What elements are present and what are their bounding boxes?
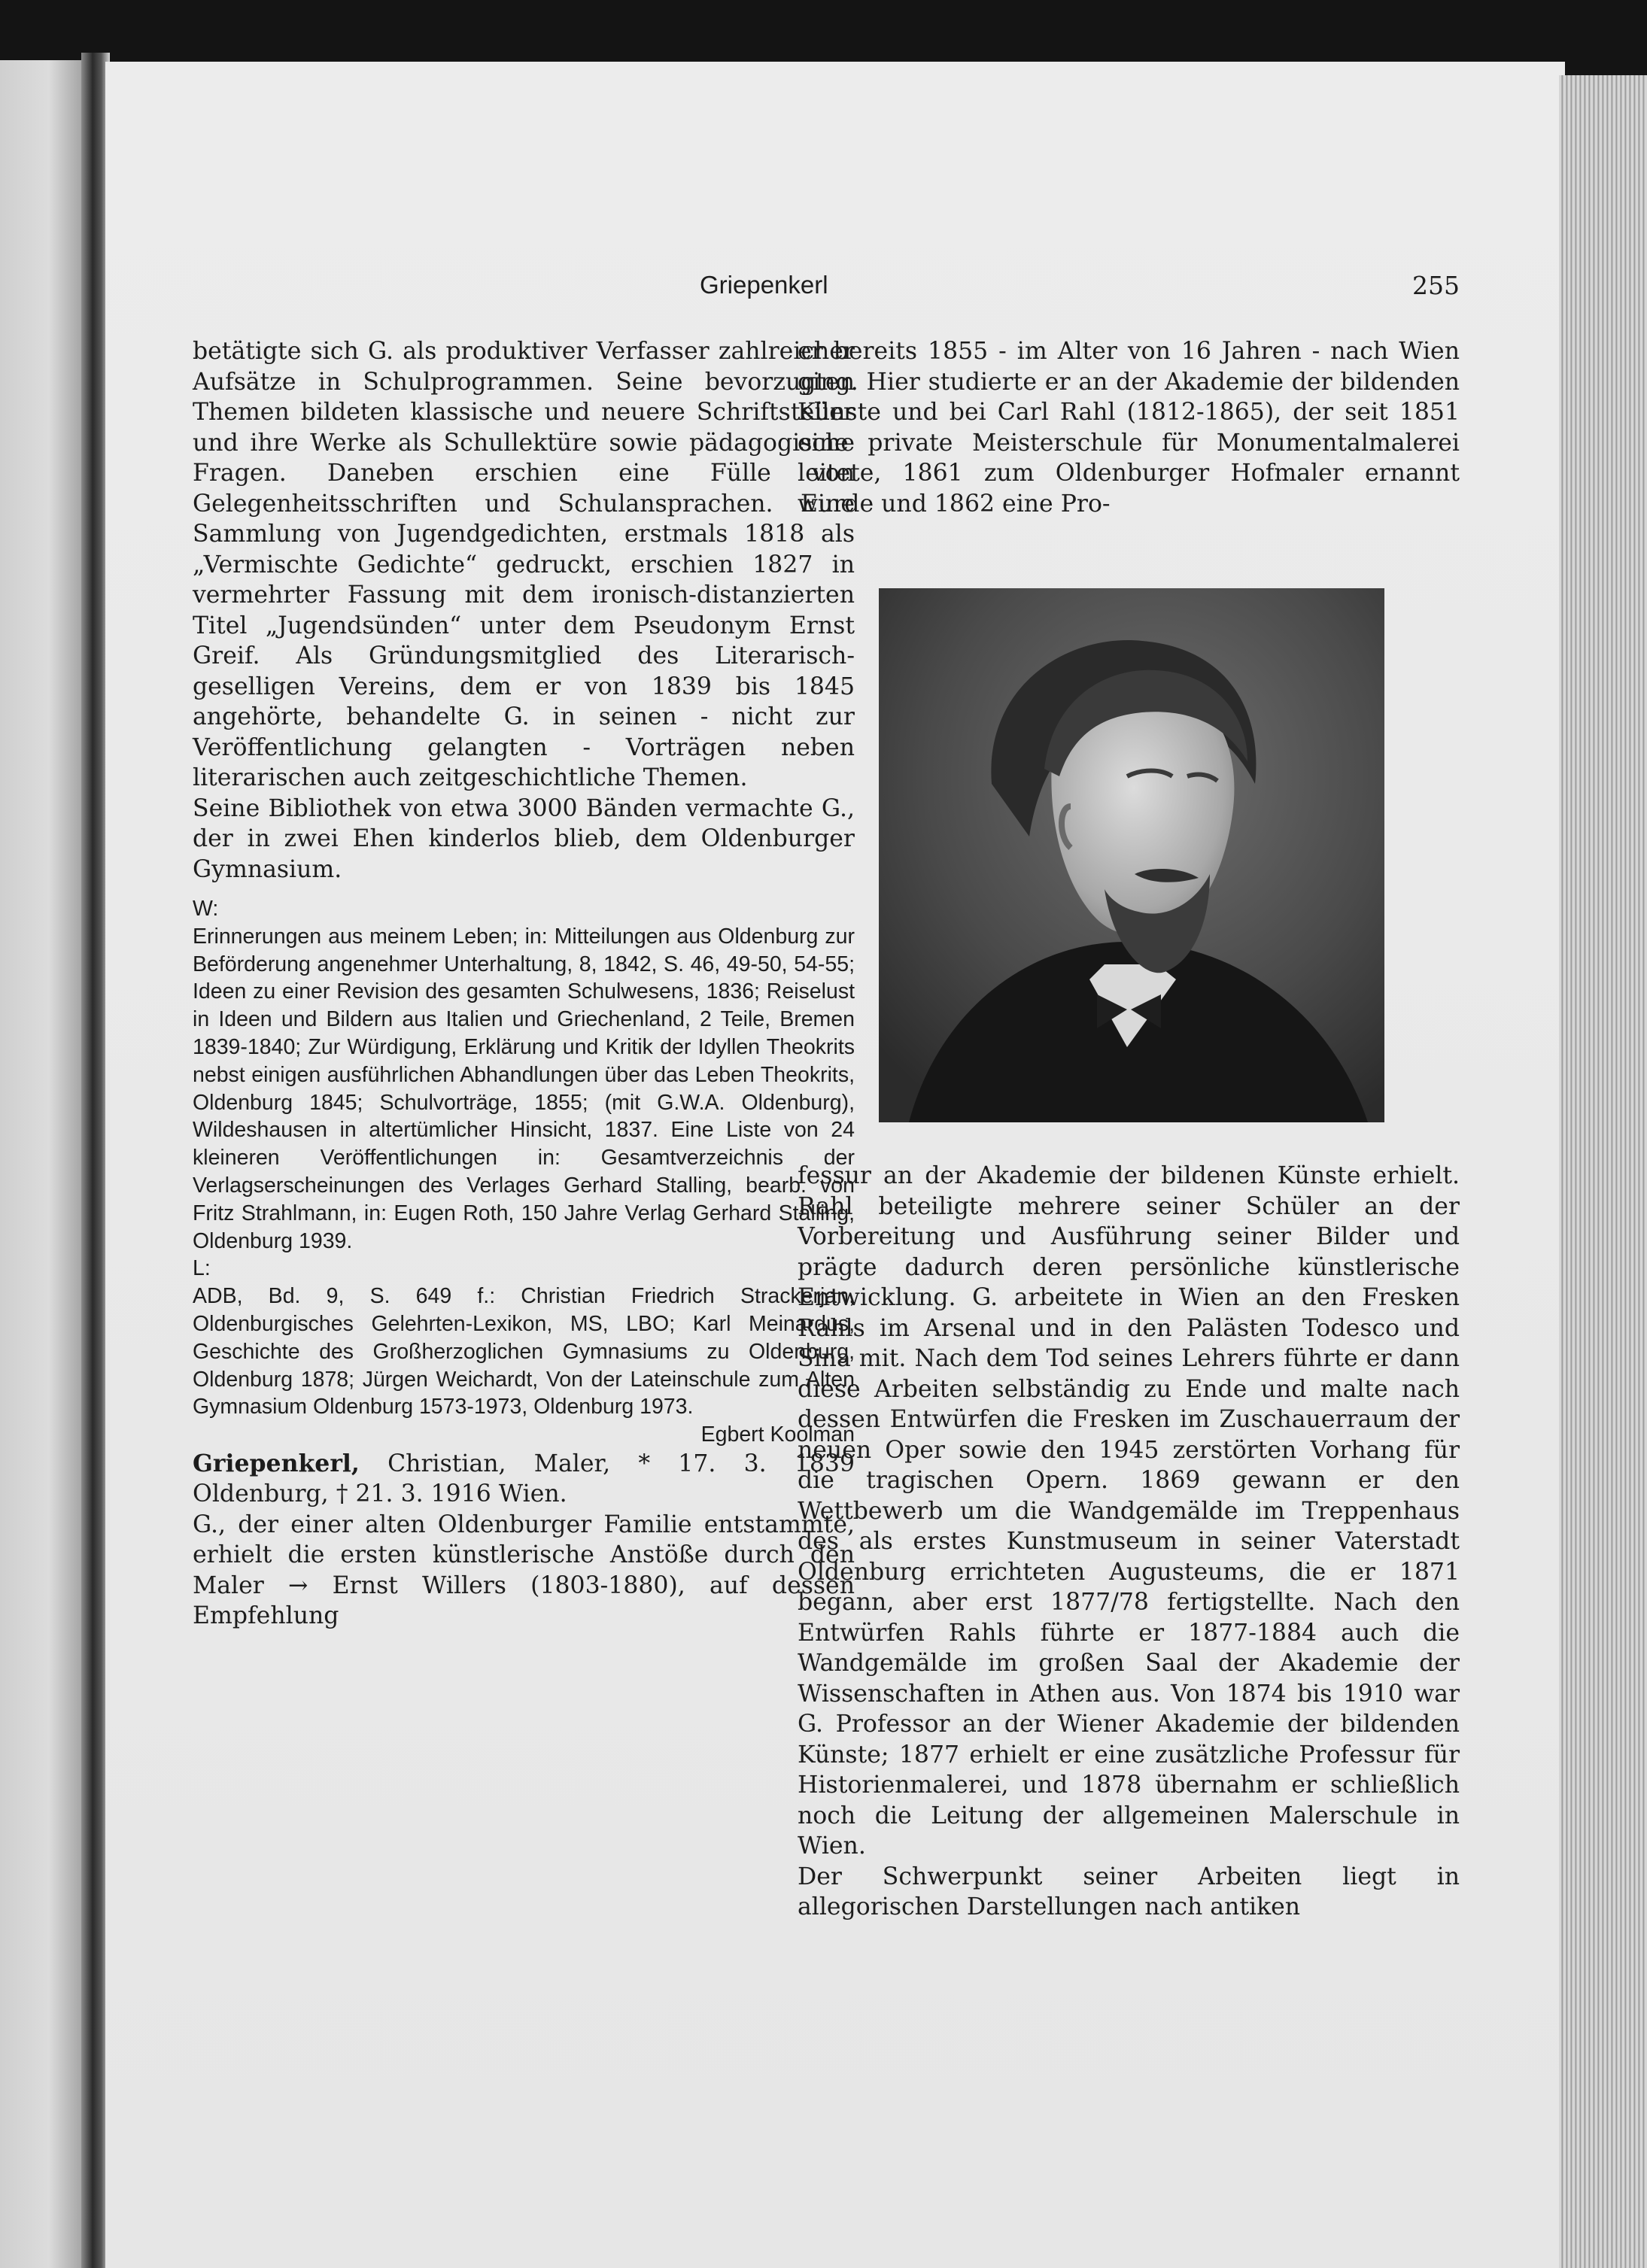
- page-header: [105, 271, 1565, 316]
- entry-name: Griepenkerl,: [193, 1449, 360, 1477]
- biography-paragraph: Seine Bibliothek von etwa 3000 Bänden vermachte G., der in zwei Ehen kinderlos blieb, dem Oldenburger Gymnasium.: [193, 794, 855, 883]
- literature-label: L:: [193, 1256, 211, 1281]
- right-column: [798, 1161, 1460, 1923]
- portrait-photo: [879, 588, 1384, 1122]
- works-list: Erinnerungen aus meinem Leben; in: Mitteilungen aus Oldenburg zur Beförderung angenehmer Unterhaltung, 8, 1842, S. 46, 49-50, 54-55; Ideen zu einer Revision des gesamten Schulwesens, 1836; Reiselust in Ideen und Bildern aus Italien und Griechenland, 2 Teile, Bremen 1839-1840; Zur Würdigung, Erklärung und Kritik der Idyllen Theokrits nebst einigen ausführlichen Abhandlungen über das Leben Theokrits, Oldenburg 1845; Schulvorträge, 1855; (mit G.W.A. Oldenburg), Wildeshausen in altertümlicher Hinsicht, 1837. Eine Liste von 24 kleineren Veröffentlichungen in: Gesamtverzeichnis der Verlagserscheinungen des Verlages Gerhard Stalling, bearb. von Fritz Strahlmann, in: Eugen Roth, 150 Jahre Verlag Gerhard Stalling, Oldenburg 1939.: [193, 924, 855, 1253]
- entry-paragraph: G., der einer alten Oldenburger Familie entstammte, erhielt die ersten künstlerische Anstöße durch den Maler → Ernst Willers (1803-1880), auf dessen Empfehlung: [193, 1510, 855, 1630]
- running-title: Griepenkerl: [700, 271, 828, 299]
- works-label: W:: [193, 897, 219, 921]
- left-column: [193, 336, 855, 1632]
- literature-list: ADB, Bd. 9, S. 649 f.: Christian Friedrich Strackerjan, Oldenburgisches Gelehrten-Lexikon, MS, LBO; Karl Meinardus, Geschichte des Großherzoglichen Gymnasiums zu Oldenburg, Oldenburg 1878; Jürgen Weichardt, Von der Lateinschule zum Alten Gymnasium Oldenburg 1573-1973, Oldenburg 1973.: [193, 1284, 855, 1419]
- entry-paragraph-continued: er bereits 1855 - im Alter von 16 Jahren - nach Wien ging. Hier studierte er an der Akademie der bildenden Künste und bei Carl Rahl (1812-1865), der seit 1851 eine private Meisterschule für Monumentalmalerei leitete, 1861 zum Oldenburger Hofmaler ernannt wurde und 1862 eine Pro-: [798, 338, 1460, 518]
- biography-paragraph: Der Schwerpunkt seiner Arbeiten liegt in allegorischen Darstellungen nach antiken: [798, 1863, 1460, 1920]
- biography-paragraph: betätigte sich G. als produktiver Verfasser zahlreicher Aufsätze in Schulprogrammen. Seine bevorzugten Themen bildeten klassische und neuere Schriftsteller und ihre Werke als Schullektüre sowie pädagogische Fragen. Daneben erschien eine Fülle von Gelegenheitsschriften und Schulansprachen. Eine Sammlung von Jugendgedichten, erstmals 1818 als „Vermischte Gedichte“ gedruckt, erschien 1827 in vermehrter Fassung mit dem ironisch-distanzierten Titel „Jugendsünden“ unter dem Pseudonym Ernst Greif. Als Gründungsmitglied des Literarisch-geselligen Vereins, dem er von 1839 bis 1845 angehörte, behandelte G. in seinen - nicht zur Veröffentlichung gelangten - Vorträgen neben literarischen auch zeitgeschichtliche Themen.: [193, 338, 855, 791]
- portrait-photograph-icon: [879, 588, 1384, 1122]
- article-author: Egbert Koolman: [700, 1422, 855, 1447]
- book-page: [105, 62, 1565, 2268]
- facing-page-edge: [0, 60, 89, 2268]
- page-number: 255: [1412, 271, 1460, 300]
- biography-paragraph: fessur an der Akademie der bildenen Künste erhielt. Rahl beteiligte mehrere seiner Schüler an der Vorbereitung und Ausführung seiner Bilder und prägte dadurch deren persönliche künstlerische Entwicklung. G. arbeitete in Wien an den Fresken Rahls im Arsenal und in den Palästen Todesco und Sina mit. Nach dem Tod seines Lehrers führte er dann diese Arbeiten selbständig zu Ende und malte nach dessen Entwürfen die Fresken im Zuschauerraum der neuen Oper sowie den 1945 zerstörten Vorhang für die tragischen Opern. 1869 gewann er den Wettbewerb um die Wandgemälde im Treppenhaus des als erstes Kunstmuseum in seiner Vaterstadt Oldenburg errichteten Augusteums, die er 1871 begann, aber erst 1877/78 fertigstellte. Nach den Entwürfen Rahls führte er 1877-1884 auch die Wandgemälde im großen Saal der Akademie der Wissenschaften in Athen aus. Von 1874 bis 1910 war G. Professor an der Wiener Akademie der bildenden Künste; 1877 erhielt er eine zusätzliche Professur für Historienmalerei, und 1878 übernahm er schließlich noch die Leitung der allgemeinen Malerschule in Wien.: [798, 1162, 1460, 1860]
- entry-heading: [193, 1449, 855, 1510]
- right-column-top: [798, 336, 1460, 519]
- entry-dates: Christian, Maler, * 17. 3. 1839 Oldenburg, † 21. 3. 1916 Wien.: [193, 1450, 855, 1508]
- page-edges: [1559, 75, 1647, 2268]
